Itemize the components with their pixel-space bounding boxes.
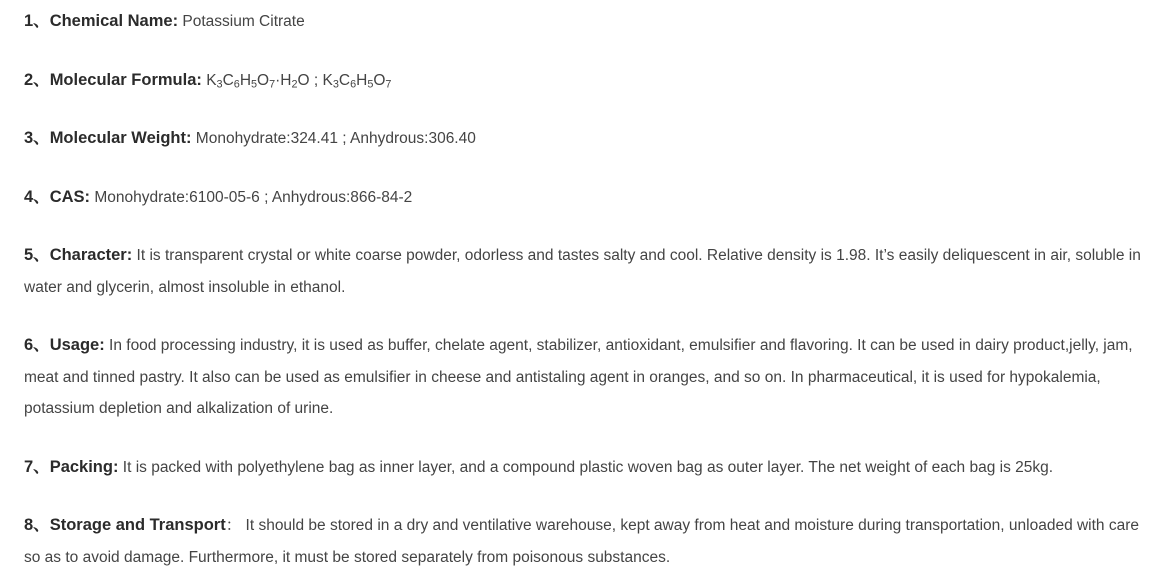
item-label: Molecular Formula: xyxy=(49,70,202,89)
spec-item-chemical-name xyxy=(24,6,1144,38)
item-text: In food processing industry, it is used as buffer, chelate agent, stabilizer, antioxidant, emulsifier and flavoring. It can be used in dairy product,jelly, jam, meat and tinned pastry. It also can be used as emulsifier in cheese and antistaling agent in oranges, and so on. In pharmaceutical, it is used for hypokalemia, potassium depletion and alkalization of urine. xyxy=(24,337,1133,417)
formula-anhydrous: $K_3C_6H_5O_7$ xyxy=(322,71,392,91)
formula-separator: ; xyxy=(309,71,323,89)
item-label: Usage: xyxy=(49,336,105,354)
item-number: 8、 xyxy=(24,516,50,534)
spec-item-packing xyxy=(24,452,1144,484)
spec-item-storage-transport xyxy=(24,510,1144,573)
item-label: Storage and Transport xyxy=(49,516,226,534)
item-number: 6、 xyxy=(24,336,50,354)
spec-item-cas xyxy=(24,182,1144,214)
item-text: Potassium Citrate xyxy=(178,13,305,30)
item-number: 4、 xyxy=(24,187,50,206)
spec-item-character xyxy=(24,240,1144,303)
item-label: Character: xyxy=(49,246,133,264)
item-label: Packing: xyxy=(49,457,119,476)
item-number: 2、 xyxy=(24,70,50,89)
item-number: 5、 xyxy=(24,246,50,264)
item-label: Chemical Name: xyxy=(49,12,179,30)
item-label: CAS: xyxy=(49,187,91,206)
item-text: It is transparent crystal or white coarse powder, odorless and tastes salty and cool. Relative density is 1.98. It’s easily deliquescent in air, soluble in water and glycerin, almost insoluble in ethanol. xyxy=(24,247,1141,296)
item-text: Monohydrate:324.41 ; Anhydrous:306.40 xyxy=(191,130,476,147)
item-number: 7、 xyxy=(24,457,50,476)
item-text: Monohydrate:6100-05-6 ; Anhydrous:866-84-2 xyxy=(90,188,413,206)
spec-item-molecular-formula xyxy=(24,65,1144,97)
spec-item-usage xyxy=(24,330,1144,425)
item-number: 3、 xyxy=(24,129,50,147)
spec-item-molecular-weight xyxy=(24,123,1144,155)
item-number: 1、 xyxy=(24,12,50,30)
item-text: It is packed with polyethylene bag as inner layer, and a compound plastic woven bag as outer layer. The net weight of each bag is 25kg. xyxy=(118,458,1054,476)
item-text: ： It should be stored in a dry and ventilative warehouse, kept away from heat and moisture during transportation, unloaded with care so as to avoid damage. Furthermore, it must be stored separately from poisonous substances. xyxy=(24,517,1140,566)
item-label: Molecular Weight: xyxy=(49,129,192,147)
formula-monohydrate: $K_3C_6H_5O_7\cdot H_2O$ xyxy=(206,71,310,91)
